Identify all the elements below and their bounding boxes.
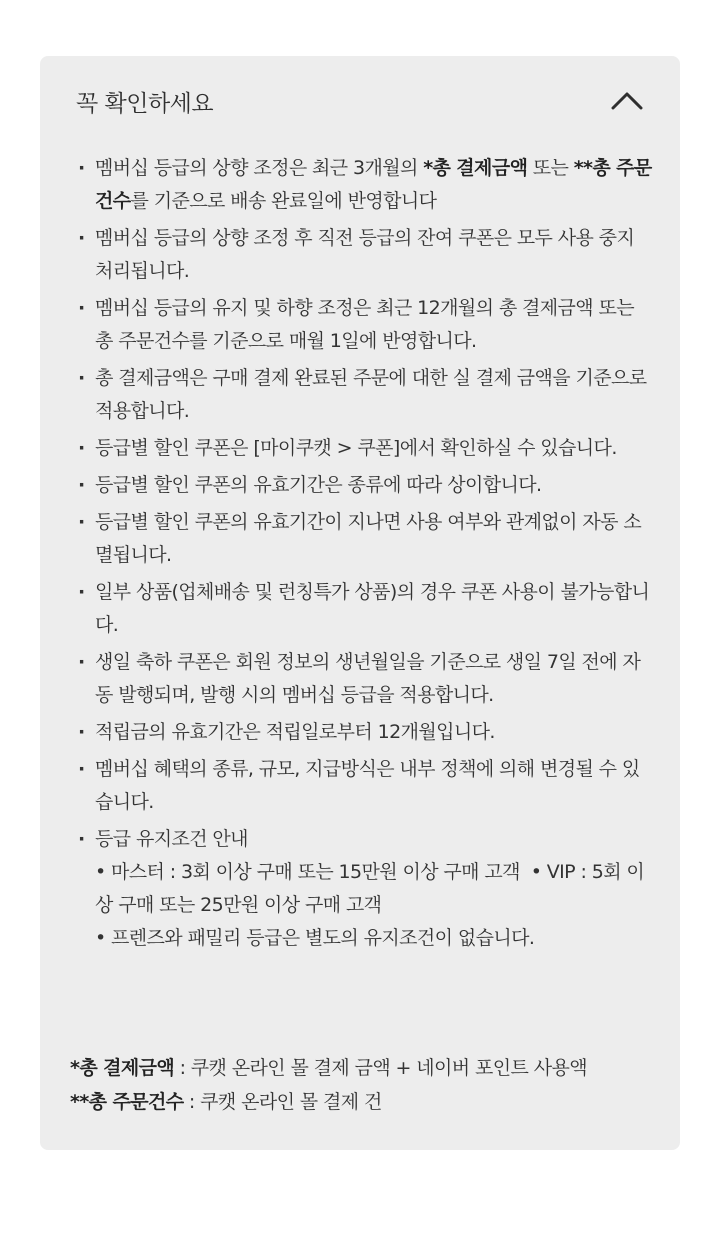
notice-item: · 총 결제금액은 구매 결제 완료된 주문에 대한 실 결제 금액을 기준으로 적용합니다.: [76, 362, 654, 428]
footnote-desc: : 쿠캣 온라인 몰 결제 금액 + 네이버 포인트 사용액: [174, 1057, 587, 1079]
footnotes: [70, 1051, 670, 1119]
grade-conditions-list: [95, 856, 654, 955]
notice-item: · 등급별 할인 쿠폰의 유효기간이 지나면 사용 여부와 관계없이 자동 소멸됩니다.: [76, 506, 654, 572]
notice-item: · 등급별 할인 쿠폰의 유효기간은 종류에 따라 상이합니다.: [76, 469, 654, 502]
total-order-count-term: **총 주문건수: [95, 157, 652, 212]
condition-vip: • VIP : 5회 이상 구매 또는 25만원 이상 구매 고객: [95, 861, 645, 916]
notice-text: 를 기준으로 배송 완료일에 반영합니다: [130, 190, 437, 212]
chevron-up-icon[interactable]: [610, 88, 644, 112]
panel-title: 꼭 확인하세요: [76, 91, 214, 117]
footnote-desc: : 쿠캣 온라인 몰 결제 건: [183, 1091, 382, 1113]
notice-item-grade-conditions: [76, 823, 654, 955]
notice-item: · 멤버십 혜택의 종류, 규모, 지급방식은 내부 정책에 의해 변경될 수 있습니다.: [76, 753, 654, 819]
condition-friends-family: • 프렌즈와 패밀리 등급은 별도의 유지조건이 없습니다.: [95, 927, 535, 949]
condition-master: • 마스터 : 3회 이상 구매 또는 15만원 이상 구매 고객: [95, 861, 520, 883]
notice-item: · 등급별 할인 쿠폰은 [마이쿠캣 > 쿠폰]에서 확인하실 수 있습니다.: [76, 432, 654, 465]
notice-panel: [40, 56, 680, 1150]
notice-item: · 일부 상품(업체배송 및 런칭특가 상품)의 경우 쿠폰 사용이 불가능합니다.: [76, 576, 654, 642]
notice-item: [76, 152, 654, 218]
total-payment-term: *총 결제금액: [423, 157, 528, 179]
footnote-term: *총 결제금액: [70, 1057, 175, 1079]
footnote-term: **총 주문건수: [70, 1091, 184, 1113]
footnote-total-payment: [70, 1051, 670, 1085]
notice-text: 또는: [527, 157, 574, 179]
notice-panel-header[interactable]: [40, 56, 680, 152]
notice-item: · 멤버십 등급의 유지 및 하향 조정은 최근 12개월의 총 결제금액 또는 총 주문건수를 기준으로 매월 1일에 반영합니다.: [76, 292, 654, 358]
notice-text: 멤버십 등급의 상향 조정은 최근 3개월의: [95, 157, 424, 179]
grade-conditions-title: 등급 유지조건 안내: [95, 828, 248, 850]
notice-item: · 적립금의 유효기간은 적립일로부터 12개월입니다.: [76, 716, 654, 749]
footnote-total-orders: [70, 1085, 670, 1119]
notice-item: · 멤버십 등급의 상향 조정 후 직전 등급의 잔여 쿠폰은 모두 사용 중지 처리됩니다.: [76, 222, 654, 288]
notice-item: · 생일 축하 쿠폰은 회원 정보의 생년월일을 기준으로 생일 7일 전에 자동 발행되며, 발행 시의 멤버십 등급을 적용합니다.: [76, 646, 654, 712]
notice-list: [76, 152, 654, 959]
